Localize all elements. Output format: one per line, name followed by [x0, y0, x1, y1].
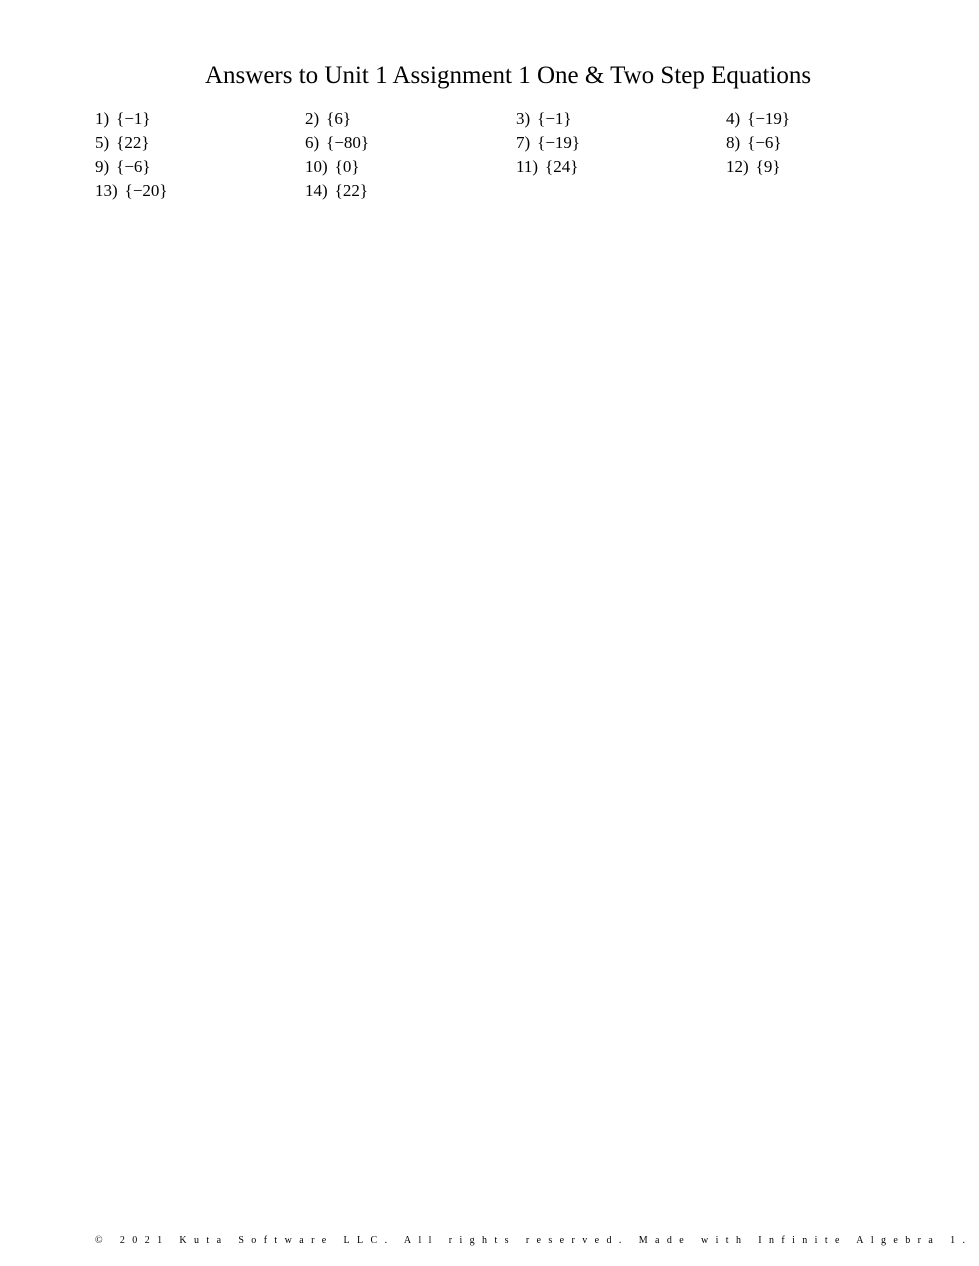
answer-item [516, 107, 572, 131]
answer-number: 3) [516, 109, 531, 128]
answer-item [516, 155, 578, 179]
answer-item [305, 155, 360, 179]
answer-number: 5) [95, 133, 110, 152]
answer-value: {24} [545, 157, 579, 176]
answer-number: 11) [516, 157, 539, 176]
answer-value: {22} [334, 181, 368, 200]
answer-value: {−80} [326, 133, 370, 152]
answer-value: {−1} [537, 109, 572, 128]
answer-number: 14) [305, 181, 328, 200]
answer-number: 1) [95, 109, 110, 128]
answer-number: 9) [95, 157, 110, 176]
answer-value: {−6} [116, 157, 151, 176]
answer-item [516, 131, 580, 155]
answer-item [305, 107, 351, 131]
answer-number: 13) [95, 181, 118, 200]
answer-number: 2) [305, 109, 320, 128]
answer-item [95, 155, 151, 179]
answer-item [305, 131, 369, 155]
answer-item [95, 107, 151, 131]
answer-number: 7) [516, 133, 531, 152]
answer-item [726, 131, 782, 155]
answer-number: 4) [726, 109, 741, 128]
answer-number: 12) [726, 157, 749, 176]
answer-number: 10) [305, 157, 328, 176]
answer-item [305, 179, 368, 203]
answer-item [726, 155, 781, 179]
page-title: Answers to Unit 1 Assignment 1 One & Two Step Equations [205, 62, 812, 89]
answer-value: {6} [326, 109, 351, 128]
answer-row [95, 107, 955, 131]
answer-row [95, 131, 955, 155]
answer-item [726, 107, 790, 131]
answer-number: 6) [305, 133, 320, 152]
answer-value: {0} [334, 157, 360, 176]
answer-item [95, 179, 168, 203]
answer-row [95, 155, 955, 179]
answer-value: {9} [755, 157, 781, 176]
answer-value: {−1} [116, 109, 151, 128]
answer-value: {−19} [537, 133, 581, 152]
answer-value: {22} [116, 133, 150, 152]
answer-value: {−20} [124, 181, 168, 200]
answer-item [95, 131, 150, 155]
copyright-footer: © 2021 Kuta Software LLC. All rights reserved. Made with Infinite Algebra 1. [95, 1235, 973, 1246]
answer-value: {−19} [747, 109, 791, 128]
answer-number: 8) [726, 133, 741, 152]
answer-row [95, 179, 955, 203]
answers-grid [95, 107, 955, 203]
answer-value: {−6} [747, 133, 782, 152]
